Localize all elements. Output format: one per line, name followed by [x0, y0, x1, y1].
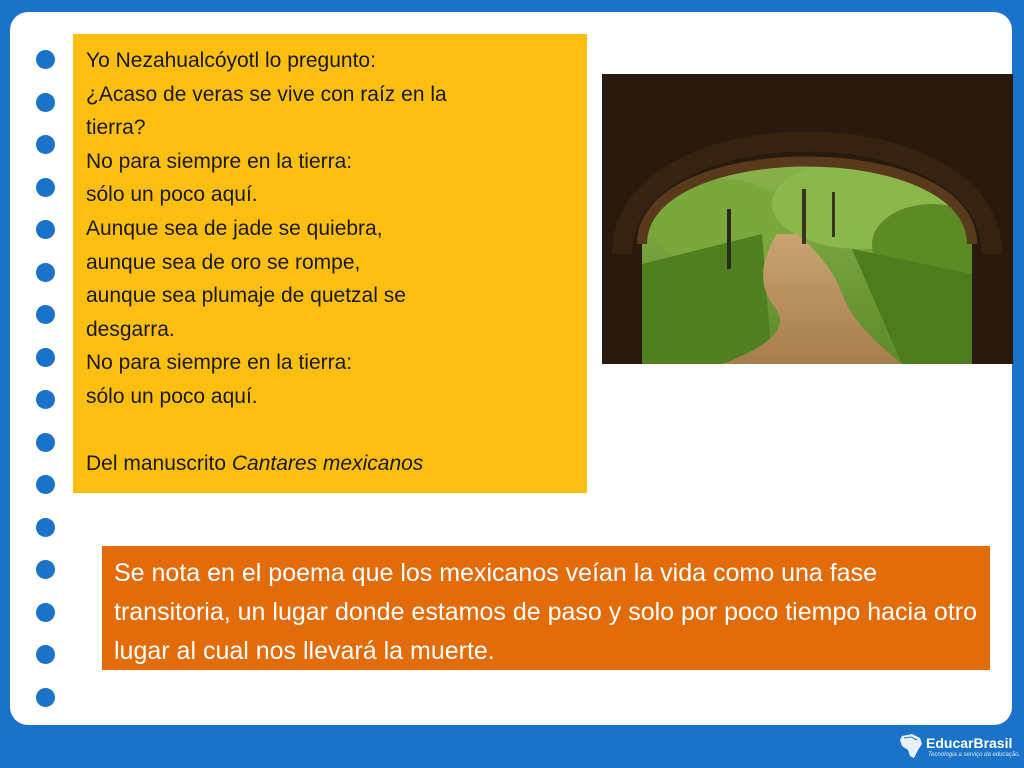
tunnel-image: [602, 74, 1013, 364]
poem-line: aunque sea plumaje de quetzal se: [86, 284, 406, 308]
poem-line: No para siempre en la tierra:: [86, 351, 353, 375]
binder-dot: [36, 645, 55, 664]
binder-dot: [36, 518, 55, 537]
poem-spacer: [86, 414, 575, 448]
binder-dot: [36, 433, 55, 452]
binder-dot: [36, 263, 55, 282]
credit-title: Cantares mexicanos: [231, 452, 424, 476]
poem-line: Yo Nezahualcóyotl lo pregunto:: [86, 49, 376, 72]
brazil-map-icon: [898, 732, 924, 760]
binder-dot: [36, 603, 55, 622]
poem-line: sólo un poco aquí.: [86, 384, 258, 408]
binder-dot: [36, 93, 55, 112]
logo-brand: EducarBrasil: [926, 735, 1013, 751]
binder-dot: [36, 220, 55, 239]
binder-dot: [36, 475, 55, 494]
poem-credit: [86, 447, 575, 481]
binder-dot: [36, 135, 55, 154]
binder-dot: [36, 560, 55, 579]
poem-line: No para siempre en la tierra:: [86, 149, 353, 173]
binder-dot: [36, 178, 55, 197]
binder-dot: [36, 348, 55, 367]
logo-tagline: Tecnologia a serviço da educação.: [928, 752, 1021, 758]
slide-panel: [10, 12, 1012, 725]
binder-dot: [36, 50, 55, 69]
poem-box: [73, 34, 587, 493]
tunnel-photo: [602, 74, 1013, 364]
explanation-box: [102, 546, 990, 670]
credit-prefix: Del manuscrito: [86, 452, 232, 476]
binder-dot: [36, 390, 55, 409]
poem-line: sólo un poco aquí.: [86, 183, 258, 207]
binder-dot: [36, 688, 55, 707]
poem-line: desgarra.: [86, 317, 175, 341]
poem-line: aunque sea de oro se rompe,: [86, 250, 361, 274]
poem-line: Aunque sea de jade se quiebra,: [86, 216, 383, 240]
educarbrasil-logo: [898, 730, 1021, 762]
binder-dot: [36, 305, 55, 324]
poem-line: tierra?: [86, 116, 146, 140]
explanation-text: Se nota en el poema que los mexicanos veían la vida como una fase transitoria, un lugar donde estamos de paso y solo por poco tiempo hacia otro lugar al cual nos llevará la muerte.: [114, 559, 978, 665]
poem-line: ¿Acaso de veras se vive con raíz en la: [86, 82, 447, 106]
